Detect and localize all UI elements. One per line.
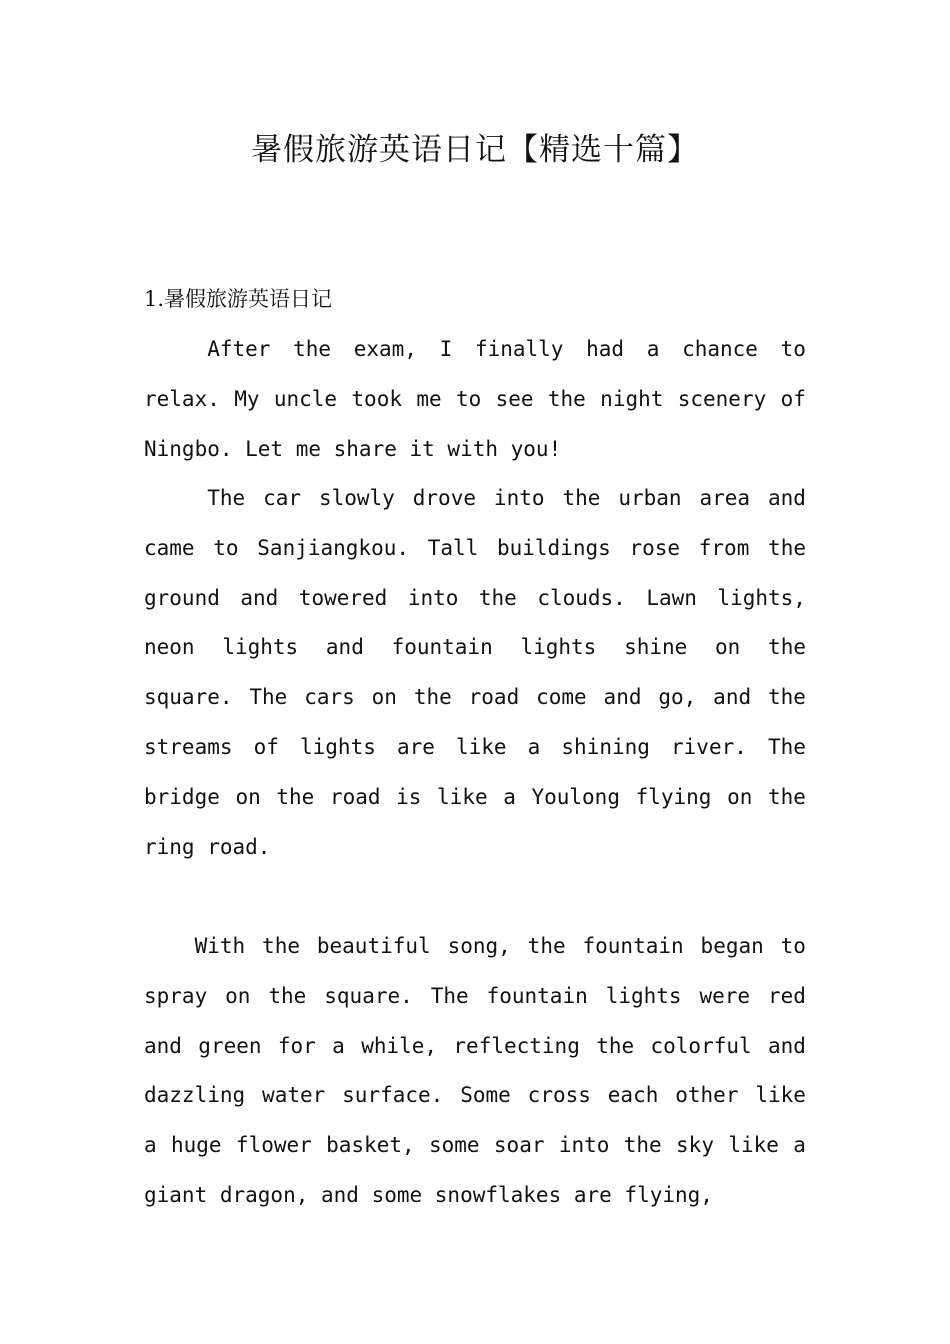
text-line [144, 673, 806, 723]
word: bridge [144, 784, 220, 809]
section-heading: 1.暑假旅游英语日记 [144, 287, 333, 311]
word: see [495, 386, 534, 411]
word: Lawn [646, 585, 697, 610]
word: me [416, 386, 442, 411]
word: neon [144, 635, 195, 660]
word: fountain [391, 635, 493, 660]
paragraph-2 [144, 474, 806, 872]
text-line [144, 474, 806, 524]
paragraph-3 [144, 922, 806, 1221]
word: rose [629, 535, 681, 560]
word: clouds. [537, 585, 626, 610]
word: exam, [353, 337, 417, 361]
word: scenery [677, 386, 767, 411]
word: the [276, 784, 315, 809]
text-line [144, 325, 806, 375]
word: and [768, 1033, 806, 1058]
word: some [428, 1133, 480, 1158]
word: soar [493, 1133, 545, 1158]
word: flower [235, 1133, 312, 1158]
word: of [253, 734, 279, 759]
word: Sanjiangkou. [257, 535, 409, 560]
word: is [396, 784, 422, 809]
text-line [144, 922, 806, 972]
word: finally [474, 337, 564, 361]
word: After [144, 337, 271, 361]
word: lights [605, 983, 682, 1008]
word: for [277, 1033, 316, 1058]
text-line [144, 574, 806, 624]
word: I [439, 337, 453, 361]
word: the [767, 784, 806, 809]
word: cars [304, 685, 355, 710]
word: sky [676, 1133, 714, 1158]
word: colorful [650, 1033, 752, 1058]
word: basket, [326, 1133, 415, 1158]
word: like [755, 1083, 806, 1108]
word: river. [671, 734, 747, 759]
word: the [527, 934, 566, 958]
word: car [263, 486, 302, 510]
word: towered [298, 585, 388, 610]
word: huge [171, 1133, 222, 1158]
word: the [562, 486, 601, 510]
word: and [713, 685, 752, 710]
word: to [780, 934, 806, 958]
word: slowly [318, 486, 395, 510]
word: Tall [427, 535, 479, 560]
word: to [780, 337, 806, 361]
word: of [780, 386, 806, 411]
word: a [144, 1133, 157, 1158]
text-line [144, 1121, 806, 1171]
word: My [234, 386, 260, 411]
word: the [262, 934, 300, 958]
word: Youlong [531, 784, 620, 809]
word: area [699, 486, 751, 510]
word: surface. [342, 1083, 444, 1108]
word: water [262, 1083, 326, 1108]
word: cross [527, 1083, 591, 1108]
word: relax. [144, 386, 220, 411]
text-line [144, 1022, 806, 1072]
text-line [144, 1071, 806, 1121]
word: drove [412, 486, 476, 510]
word: and [325, 635, 364, 660]
word: on [371, 685, 397, 710]
word: square. [144, 685, 233, 710]
word: square. [324, 983, 413, 1008]
word: to [213, 535, 239, 560]
word: urban [618, 486, 682, 510]
word: and [603, 685, 642, 710]
word: began [700, 934, 764, 958]
word: ground [144, 585, 220, 610]
text-line: ring road. [144, 834, 271, 859]
word: song, [447, 934, 511, 958]
word: into [493, 486, 545, 510]
word: flying [635, 784, 712, 809]
word: into [558, 1133, 610, 1158]
word: the [413, 685, 452, 710]
word: the [293, 337, 332, 361]
word: the [768, 635, 806, 660]
word: each [607, 1083, 659, 1108]
word: the [768, 535, 806, 560]
word: and [767, 486, 806, 510]
word: the [623, 1133, 662, 1158]
word: on [727, 784, 753, 809]
word: shining [561, 734, 650, 759]
word: like [728, 1133, 779, 1158]
text-line: giant dragon, and some snowflakes are flying, [144, 1182, 713, 1207]
text-line [144, 623, 806, 673]
word: With [144, 934, 246, 958]
word: road [329, 784, 381, 809]
word: from [698, 535, 750, 560]
document-title: 暑假旅游英语日记【精选十篇】 [251, 132, 699, 168]
word: streams [144, 734, 233, 759]
word: lights, [717, 585, 806, 610]
word: lights [300, 734, 376, 759]
word: like [437, 784, 488, 809]
word: road [468, 685, 520, 710]
word: a [793, 1133, 806, 1158]
text-line: Ningbo. Let me share it with you! [144, 436, 562, 461]
word: on [235, 784, 261, 809]
word: chance [682, 337, 758, 361]
word: The [767, 734, 806, 759]
word: red [768, 983, 806, 1008]
word: like [455, 734, 507, 759]
word: came [144, 535, 195, 560]
word: night [600, 386, 664, 411]
word: the [596, 1033, 635, 1058]
word: had [586, 337, 625, 361]
word: beautiful [316, 934, 431, 958]
word: dazzling [144, 1083, 246, 1108]
text-line [144, 773, 806, 823]
paragraph-1 [144, 325, 806, 474]
word: are [396, 734, 435, 759]
word: into [407, 585, 459, 610]
word: and [144, 1033, 182, 1058]
word: go, [658, 685, 697, 710]
word: the [268, 983, 307, 1008]
word: a [332, 1033, 345, 1058]
word: fountain [582, 934, 684, 958]
word: on [225, 983, 251, 1008]
text-line [144, 524, 806, 574]
word: reflecting [453, 1033, 580, 1058]
word: the [547, 386, 586, 411]
word: the [478, 585, 517, 610]
word: on [715, 635, 741, 660]
word: while, [361, 1033, 438, 1058]
text-line [144, 723, 806, 773]
word: shine [624, 635, 688, 660]
word: uncle [273, 386, 338, 411]
word: the [767, 685, 806, 710]
word: Some [460, 1083, 511, 1108]
word: The [430, 983, 469, 1008]
word: come [536, 685, 587, 710]
word: a [646, 337, 660, 361]
word: a [527, 734, 541, 759]
word: to [455, 386, 482, 411]
word: were [699, 983, 751, 1008]
word: took [351, 386, 402, 411]
word: green [198, 1033, 262, 1058]
word: a [503, 784, 516, 809]
word: and [240, 585, 279, 610]
word: buildings [496, 535, 611, 560]
word: The [249, 685, 288, 710]
text-line [144, 375, 806, 425]
word: lights [520, 635, 597, 660]
word: other [675, 1083, 739, 1108]
word: lights [222, 635, 299, 660]
word: The [144, 486, 246, 510]
text-line [144, 972, 806, 1022]
word: spray [144, 983, 208, 1008]
word: fountain [486, 983, 588, 1008]
